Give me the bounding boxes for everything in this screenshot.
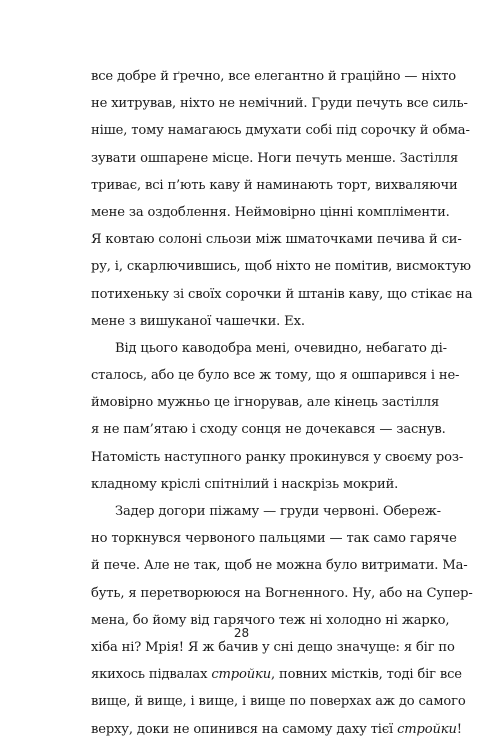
text-line: Задер догори піжаму — груди червоні. Обереж- xyxy=(115,504,441,519)
text-line: не хитрував, ніхто не немічний. Груди печуть все силь- xyxy=(91,96,468,112)
text-line: потихеньку зі своїх сорочки й штанів каву, що стікає на xyxy=(91,286,473,302)
text-line: Від цього каводобра мені, очевидно, небагато ді- xyxy=(115,340,447,356)
body-text xyxy=(91,63,473,743)
text-line: Я ковтаю солоні сльози між шматочками печива й си- xyxy=(91,232,462,248)
text-line xyxy=(91,716,462,743)
text-line: но торкнувся червоного пальцями — так само гаряче xyxy=(91,531,457,547)
text-line: сталось, або це було все ж тому, що я ошпарився і не- xyxy=(91,368,460,384)
text-line: хіба ні? Мрія! Я ж бачив у сні дещо значуще: я біг по xyxy=(91,639,455,655)
text-line: триває, всі п’ють каву й наминають торт, вихваляючи xyxy=(91,177,458,193)
text-line: мена, бо йому від гарячого теж ні холодно ні жарко, xyxy=(91,612,450,628)
text-line: все добре й ґречно, все елегантно й граційно — ніхто xyxy=(91,69,457,84)
text-line: ру, і, скарлючившись, щоб ніхто не помітив, висмоктую xyxy=(91,259,471,275)
text-run: , повних містків, тоді біг все xyxy=(271,667,462,683)
text-line: кладному кріслі спітнілий і наскрізь мокрий. xyxy=(91,476,399,492)
italic-word: стройки xyxy=(211,667,271,683)
text-run: якихось підвалах xyxy=(91,667,212,683)
text-line: зувати ошпарене місце. Ноги печуть менше. Застілля xyxy=(91,150,459,166)
text-line: вище, й вище, і вище, і вище по поверхах аж до самого xyxy=(91,694,466,710)
page-number: 28 xyxy=(233,626,250,640)
text-line: буть, я перетворююся на Вогненного. Ну, або на Супер- xyxy=(91,585,473,601)
text-line: й пече. Але не так, щоб не можна було витримати. Ма- xyxy=(91,558,468,574)
text-line: ймовірно мужньо це ігнорував, але кінець застілля xyxy=(91,395,440,411)
text-line xyxy=(91,661,462,688)
italic-word: стройки xyxy=(397,721,457,737)
text-line: мене за оздоблення. Неймовірно цінні компліменти. xyxy=(91,204,450,220)
text-line: ніше, тому намагаюсь дмухати собі під сорочку й обма- xyxy=(91,123,470,139)
text-run: ! xyxy=(456,721,462,737)
text-line: я не пам’ятаю і сходу сонця не дочекався — заснув. xyxy=(91,422,446,438)
text-line: Натомість наступного ранку прокинувся у своєму роз- xyxy=(91,449,464,465)
text-run: верху, доки не опинився на самому даху тієї xyxy=(91,721,398,737)
text-line: мене з вишуканої чашечки. Ех. xyxy=(91,313,305,329)
